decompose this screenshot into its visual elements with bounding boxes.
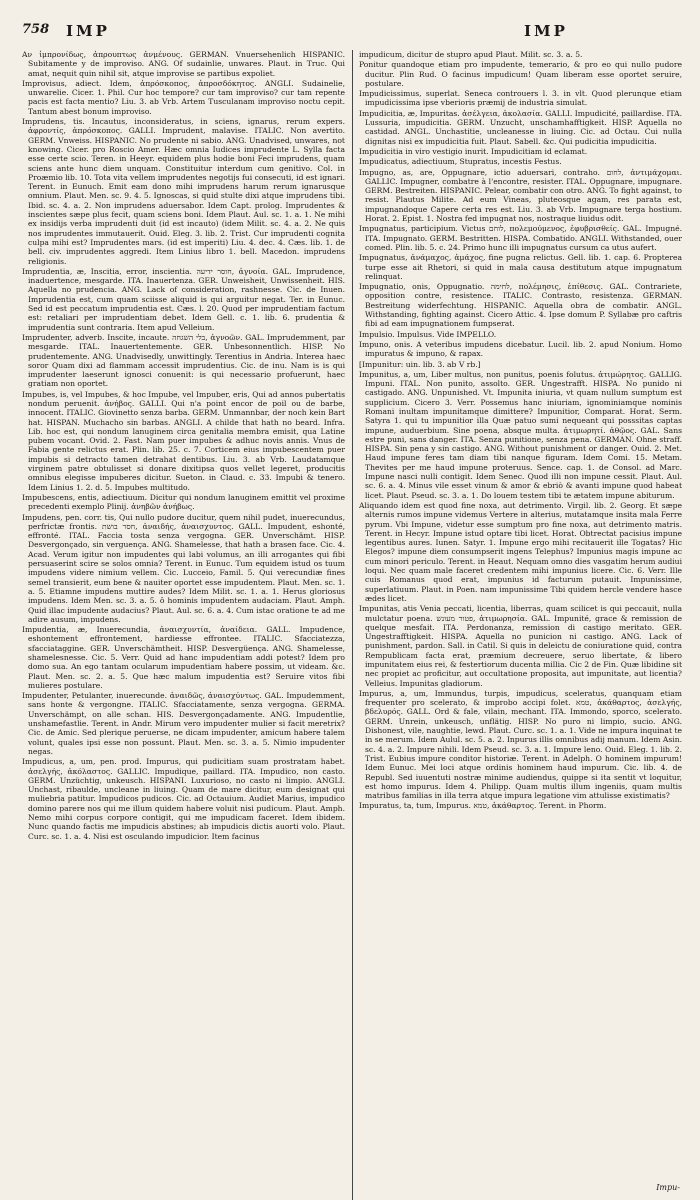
dictionary-entry: Imprudentia, æ, Inscitia, error, inscientia. חוסר ידיעה, ἀγνοία. GAL. Imprudence, inaduertence, mesgarde. ITA. Inauertenza. GER. Unweisheit, Unwissenheit. HIS. Aquella no prudencia. ANG. Lack of consideration, rashnesse. Cic. de Inuen. Imprudentia est, cum quam sciisse aliquid is qui arguitur negat. Ter. in Eunuc. Sed id est peccatum imprudentia est. Cæs. l. 20. Quod per imprudentiam factum est: retaliari per imprudentiam debet. Idem Gell. c. 1. lib. 6. prudentia & imprudentia sunt contraria. Item apud Velleium. [22,266,345,332]
dictionary-entry: Impudicatus, adiectiuum, Stupratus, incestis Festus. [359,157,562,167]
left-column [22,50,345,1200]
catchword: Impu- [656,1183,680,1192]
right-column [359,50,682,1200]
dictionary-entry: Impugnatio, onis, Oppugnatio. לחימה, πολέμησις, ἐπίθεσις. GAL. Contrariete, opposition contre, resistence. ITALIC. Contrasto, resistenza. GERMAN. Bestreitung widerfechtung. HISPANIC. Aquella obra de combatir. ANGL. Withstanding, fighting against. Cicero Attic. 4. Ipse domum P. Syllabæ pro caftris fibi ad eam impugnationem fumpserat. [359,282,682,329]
dictionary-entry: Improvisus, adiect. Idem, ἀπρόσκοπος, ἀπροσδόκητος. ANGLI. Sudainelie, unwarelie. Cicer. 1. Phil. Cur hoc tempore? cur tam improviso? cur tam repente pacis est facta mentio? Liu. 3. ab Vrb. Artem Tusculanam improviso noctu cepit. Tantum abest bonum improviso. [22,78,345,116]
running-head-right: IMP [524,22,568,40]
dictionary-entry: Impugnatus, participium. Victus לוחם, πολεμούμενος, ἐφυβρισθείς. GAL. Impugné. ITA. Impugnato. GERM. Bestritten. HISPA. Combatido. ANGLI. Withstanded, ouer comed. Plin. lib. 5. c. 24. Primo hunc illi impugnatus cursum ca utus aufert. [359,224,682,252]
dictionary-entry: Impubescens, entis, adiectiuum. Dicitur qui nondum lanuginem emittit vel proxime precedenti exemplo Plinij. ἀνηβῶν ἀνήβως. [22,492,345,512]
dictionary-entry: Impugnatus, ἀνάμαχος, ἀμάχος, fine pugna relictus. Gell. lib. 1. cap. 6. Propterea turpe esse ait Rhetori, si quid in mala causa destitutum atque impugnatum relinquat. [359,253,682,281]
dictionary-entry: Impunitas, atis Venia peccati, licentia, liberras, quam scilicet is qui peccauit, nulla mulctatur poena. פטור מעונש, ἀτιμωρησία. GAL. Impunité, grace & remission de quelque mesfait. ITA. Perdonanza, remission di castigo meritato. GER. Ungestrafftigkeit. HISPA. Aquella no punicion ni castigo. ANG. Lack of punishment, pardon. Sall. in Catil. Si quis in deleictu de coniuratione quid, contra Rempublicam facta erat, præmium decreuere, seruo libertate, & libero impunitatem eius rei, & festertiorum ducenta millia. Cic 2 de Fin. Quæ libidine sit nec propiet ac proficitur, aut occultatione proposita, aut impunitate, aut licentia? Velleius. Impunitas gladiorum. [359,604,682,688]
dictionary-entry: Impurus, a, um, Immundus, turpis, impudicus, sceleratus, quanquam etiam frequenter pro scelerato, & improbo accipi folet. טמא, ἀκάθαρτος, ἀσελγής, βδελυρός. GALL. Ord & fale, vilain, mechant. ITA. Immondo, sporco, scelerato. GERM. Unrein, unkeusch, unflätig. HISP. No puro ni limpio, sucio. ANG. Dishonest, vile, naughtie, lewd. Plaut. Curc. sc. 1. a. 1. Vide ne impura inquinat te in se merum. Idem Aulul. sc. 5. a. 2. Inpurus illis omnibus adij manum. Idem Asin. sc. 4. a. 2. Impure nihili. Idem Pseud. sc. 3. a. 1. Impure leno. Ouid. Eleg. 1. lib. 2. Trist. Eubius impure conditor historiæ. Terent. in Adelph. O hominem impurum! Idem Eunuc. Mei loci atque ordinis hominem haud impurum. Cic. lib. 4. de Republ. Sed iuuentuti nostræ minime audiendus, quippe si ita sentit vt loquitur, est homo impurus. Idem 4. Philipp. Quam multis illum ingeniis, quam multis matribus familias in illa terra atque impura legatione vim attulisse existimatis? [359,688,682,801]
dictionary-entry: Impuno, onis. A veteribus impudens dicebatur. Lucil. lib. 2. apud Nonium. Homo impuratus & impuno, & rapax. [359,339,682,359]
dictionary-entry: Αν ἰμπρονίδως, ἀπρουπτως ἀνμένους. GERMAN. Vnuersehenlich HISPANIC. Subitamente y de improviso. ANG. Of sudainlie, unwares. Plaut. in Truc. Qui amat, nequit quin nihil sit, atque improvise se partibus expoliet. [22,50,345,78]
dictionary-entry: Impunitus, a, um, Liber multus, non punitus, poenis folutus. ἀτιμώρητος. GALLIG. Impuni. ITAL. Non punito, assolto. GER. Ungestrafft. HISPA. No punido ni castigado. ANG. Unpunished. Vt. Impunita iniuria, vt quam nullum sumptum est supplicium. Cicero 3. Verr. Possemus hanc iniuriam, ignominiamque nominis Romani inultam impunitamque dimittere? Impunitior, Comparat. Horat. Serm. Satyra 1. qui tu impunitior illa Quæ patuo sumi nequeant qui posssitas captas impune, auduerbium. Sine poena, absque multa. ἀτιμωρητί. ἀθῷος. GAL. Sans estre puni, sans danger. ITA. Senza punitione, senza pena. GERMAN. Ohne straff. HISPA. Sin pena y sin castigo. ANG. Without punishment or danger. Ouid. 2. Met. Haud impune feres tam diam tibi nanque figuram. Idem Comi. 15. Metam. Thevites per me haud impune proteruus. Sence. cap. 1. de Consol. ad Marc. Impune nasci nulli contigit. Idem Senec. Quod illi non impune cessit. Plaut. Aul. sc. 6. a. 4. Minus vile esset vinum & amor & ebriò & avanti impune quod habeat licet. Plaut. Pseud. sc. 3. a. 1. Do louem testem tibi te ætatem impune abiturum. [359,369,682,500]
dictionary-entry: Imprudens, tis. Incautus, inconsideratus, in sciens, ignarus, rerum expers. ἀφροντίς, ἀπρόσκοπος. GALLI. Imprudent, malavise. ITALIC. Non avertito. GERM. Vnweiss. HISPANIC. No prudente ni sabio. ANG. Unadvised, unwares, not knowing. Cicer. pro Roscio Amer. Hæc omnia Iudices imprudente L. Sylla facta esse certe scio. Teren. in Heeyr. equidem plus hodie boni Feci imprudens, quam sciens ante hunc diem unquam. Constituitur interdum cum genitivo. Col. in Proæmio lib. 10. Tota vita vellem imprudentes negotijs fui consecuti, id est ignari. Terent. in Eunuch. Emit eam dono mihi imprudens harum rerum ignarusque omnium. Plaut. Men. sc. 9. 4. 5. Ignoscas, si quid stulte dixi atque imprudens tibi. Ibid. sc. 4. a. 2. Non imprudens aduersabor. Idem Capt. prolog. Imprudentes & inscientes sæpe plus fecit, quam sciens boni. Idem Plaut. Aul. sc. 1. a. 1. Ne mihi ex insidijs verba imprudenti duit (id est incauto) (idem Milit. sc. 4. a. 2. Ne quis nos imprudentes immutauerit. Ouid. Eleg. 3. lib. 2. Trist. Cur imprudenti cognita culpa mihi est? Imprudentes mars. (id est imperiti) Liu. 4. dec. 4. Cæs. lib. 1. de bell. civ. imprudentes aggredi. Item Linius libro 1. bell. Macedon. imprudens religionis. [22,117,345,266]
dictionary-entry: Impudicitia, æ, Impuritas. ἀσέλγεια, ἀκολασία. GALLI. Impudicité, paillardise. ITA. Lussuria, impudicitia. GERM. Unzucht, unschamhafftigkeit. HISP. Aquella no castidad. ANGL. Unchastitie, uncleanesse in liuing. Cic. ad Octau. Cui nulla dignitas nisi ex impudicitia fuit. Plaut. Sabell. &c. Qui pudicitia impudicitia. [359,108,682,146]
page-header [22,22,682,42]
dictionary-entry: Impudenter, Petulanter, inuerecunde. ἀναιδῶς, ἀναισχύντως. GAL. Impudemment, sans honte & vergongne. ITALIC. Sfacciatamente, senza vergogna. GERMA. Unverschämpt, on alle schan. HIS. Desvergonçadamente. ANG. Impudentlie, unshamefastlie. Terent. in Andr. Mirum vero impudenter mulier si facit meretrix? Cic. de Amic. Sed plerique peruerse, ne dicam impudenter, amicum habere talem volunt, quales ipsi esse non possunt. Plaut. Men. sc. 3. a. 5. Nimio impudenter negas. [22,691,345,756]
dictionary-entry: Aliquando idem est quod fine noxa, aut detrimento. Virgil. lib. 2. Georg. Et sæpe alternis rumos impune videmus Vertere in alterius, mutatamque insita mala Ferre pyrum. Vbi Impune, videtur esse sumptum pro fine noxa, aut detrimento matris. Terent. in Hecyr. Impune istud optare tibi licet. Horat. Obtrectat pacisius impune legentibus aures. Iunen. Satyr. 1. Impune ergo mihi recitauerit ille Togatas? Hic Elegos? impune diem consumpserit ingens Telephus? Impunius magis impune ac cum minori periculo. Terent. in Heaut. Nequam omno dies vasgatim herum audiui loqui. Nec quam male faceret credentem mihi impunius licere. Cic. 6. Verr. Ille cuis Romanus quod erat, impunius id facturum putauit. Impunissime, superlatiuum. Plaut. in Poen. nam impunissime Tibi quidem hercle vendere hasce ædes licet. [359,500,682,603]
dictionary-entry: Impuratus, ta, tum, Impurus. טמא, ἀκάθαρτος. Terent. in Phorm. [359,801,607,811]
dictionary-entry: Ponitur quandoque etiam pro impudente, temerario, & pro eo qui nullo pudore ducitur. Plin Rud. O facinus impudicum! Quam liberam esse oportet seruire, postulare. [359,60,682,88]
text-columns [22,50,682,1200]
running-head-left: IMP [66,22,110,40]
dictionary-entry: Impubes, is, vel Impubes, & hoc Impube, vel Impuber, eris, Qui ad annos pubertatis nondum peruenit. ἀνήβος. GALLI. Qui n'a point encor de poil ou de barbe, innocent. ITALIC. Giovinetto senza barba. GERM. Unmannbar, der noch kein Bart hat. HISPAN. Muchacho sin barbas. ANGLI. A childe that hath no beard. Infra. Lib. hoc est, qui nondum lanuginem circa genitalia membra emisit, qua Latine pubem vocant. Ovid. 2. Fast. Nam puer impubes & adhuc novis annis. Vnus de Fabia gente relictus erat. Plin. lib. 25. c. 7. Corticem eius impubescentem puer impubis si detracto tamen detrahat dentibus. Liu. 3. ab Vrb. Laudatamque virginem patre obtulisset si donare dixitipsa quos vellet legeret, producitis omnibus elegisse impuberes dicitur. Sueton. in Claud. c. 33. Impubi & tenero. Idem Linius 1. 2. d. 5. Impubes multitudo. [22,389,345,492]
page-number: 758 [22,22,50,37]
dictionary-entry: Impudicus, a, um, pen. prod. Impurus, qui pudicitiam suam prostratam habet. ἀσελγής, ἀκόλαστος. GALLIC. Impudique, paillard. ITA. Impudico, non casto. GERM. Unzüchtig, unkeusch. HISPANI. Luxurioso, no casto ni limpio. ANGLI. Unchast, ribaulde, uncleane in liuing. Quam de mare dicitur, eum designat qui muliebria patitur. Impudicos pudicos. Cic. ad Octauium. Audiet Marius, impudico domino parere nos qui me illum quidem habere voluit nisi pudicum. Plaut. Amph. Nemo mihi corpus corpore contigit, qui me impudicam faceret. Idem ibidem. Nunc quando factis me impudicis abstines; ab impudicis dictis auorti volo. Plaut. Curc. sc. 1. a. 4. Nisi est osculando impudicior. Item facinus [22,757,345,841]
dictionary-entry: [Impunitur: uin. lib. 3. ab V rb.] [359,359,481,369]
column-divider [352,50,353,1200]
dictionary-entry: Impudens, pen. corr. tis, Qui nullo pudore ducitur, quem nihil pudet, inuerecundus, perfrictæ frontis. חסר בושת, ἀναιδής, ἀναισχυντος. GALL. Impudent, eshonté, effronté. ITAL. Faccia tosta senza vergogna. GER. Unverschämt. HISP. Desvergonçado, sin verguença. ANG. Shamelesse, that hath a brasen face. Cic. 4. Acad. Verum igitur non impudentes qui labi volumus, an illi arrogantes qui fibi persuaserint scire se solos omnia? Terent. in Eunuc. Tum equidem istud os tuum impudens videre nimium vellem. Cic. Lucceio, Famil. 5. Qui verecundiæ fines semel transierit, eum bene & nauiter oportet esse impudentem. Plaut. Men. sc. 1. a. 5. Etiamne impudens muttire audes? Idem Milit. sc. 1. a. 1. Herus gloriosus impudens. Idem Men. sc. 3. a. 5. ô hominis impudentem audaciam. Plaut. Amph. Quid illac impudente audacius? Plaut. Aul. sc. 6. a. 4. Cum istac oratione te ad me adire ausum, impudens. [22,512,345,624]
dictionary-entry: Impudicitia in viro vestigio inurit. Impudicitiam id eclamat. [359,146,588,156]
dictionary-entry: Impulsio. Impulsus. Vide IMPELLO. [359,329,497,339]
dictionary-entry: Imprudenter, adverb. Inscite, incaute. בלי השגחה, ἀγνοῶν. GAL. Imprudemment, par mesgarde. ITAL. Inauertentemente. GER. Unbesonnentlich. HISP. No prudentemente. ANG. Unadvisedly, unwittingly. Terentius in Andria. Interea haec soror Quam dixi ad flammam accessit imprudentius. Cic. de inu. Nam is is qui imprudenter laeserunt ignosci conuenit: is qui necessario profuerunt, haec gratiam non oportet. [22,332,345,389]
dictionary-entry: Impugno, as, are, Oppugnare, ictio aduersari, contraho. לחום, ἀντιμάχομαι. GALLIC. Impugner, combatre à l'encontre, resister. ITAL. Oppugnare, impugnare. GERM. Bestreiten. HISPANIC. Pelear, combatir con otro. ANG. To fight against, to resist. Plautus Milite. Ad eum Vineas, pluteosque agam, res parata est, impugnandoque Capere certa res est. Liu. 3. ab Vrb. Impugnare terga hostium. Horat. 2. Epist. 1. Nostra fed impugnat nos, nostraque liuidus odit. [359,167,682,224]
dictionary-entry: Impudentia, æ, Inuerecundia, ἀναισχυντία, ἀναίδεια. GALL. Impudence, eshontement effrontement, hardiesse effrontee. ITALIC. Sfacciatezza, sfacciataggine. GER. Unverschämtheit. HISP. Desvergüença. ANG. Shamelesse, shamelesnesse. Cic. 5. Verr. Quid ad hanc impudentiam addi potest? Idem pro domo sua. An ego tantam ocularum impudentiam habere possim, ut videam. &c. Plaut. Men. sc. 2. a. 5. Que hæc malum impudentia est? Seruire vitos fibi mulieres postulare. [22,625,345,690]
dictionary-entry: impudicum, dicitur de stupro apud Plaut. Milit. sc. 3. a. 5. [359,50,583,59]
dictionary-entry: Impudicissimus, superlat. Seneca controuers l. 3. in vlt. Quod plerunque etiam impudicissima ipse vberioris præmij de industria simulat. [359,89,682,108]
